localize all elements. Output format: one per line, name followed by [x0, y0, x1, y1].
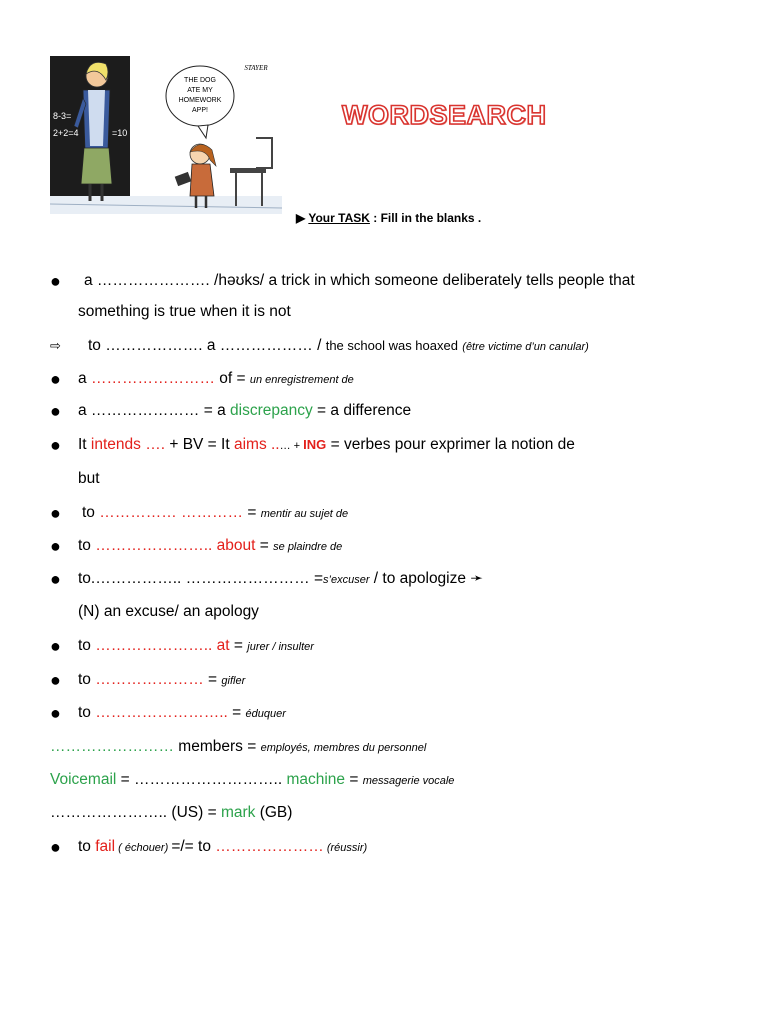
bullet-icon: ● [50, 536, 61, 556]
item-text: a [78, 370, 91, 387]
item-text: = [243, 504, 261, 521]
bubble-line-3: HOMEWORK [178, 97, 222, 104]
item-note: employés, membres du personnel [260, 742, 427, 754]
play-arrow-icon: ▶ [296, 211, 306, 225]
item-text: members = [174, 738, 261, 755]
item-text: = [255, 537, 274, 554]
item-text: (GB) [255, 804, 293, 821]
item-text: a …………………. /həʊks/ a trick in which someone deliberately tells people that [84, 272, 635, 289]
item-text: + BV = It [165, 436, 234, 453]
bubble-line-1: THE DOG [184, 77, 216, 84]
item-text: to [78, 671, 96, 688]
blank-dots: …………………… [90, 370, 215, 387]
board-text-3: =10 [112, 128, 128, 138]
item-text: = [229, 637, 248, 654]
item-text: something is true when it is not [78, 303, 291, 320]
item-text: … + [279, 440, 304, 452]
bullet-icon: ● [50, 670, 61, 690]
item-text: = ……………………….. [116, 771, 287, 788]
item-text: to [82, 504, 100, 521]
item-note: un enregistrement de [249, 374, 354, 386]
bullet-icon: ● [50, 503, 61, 523]
item-note: ( échouer) [115, 842, 172, 854]
item-note: jurer / insulter [247, 641, 314, 653]
item-text: the school was hoaxed [325, 338, 458, 353]
bullet-icon: ● [50, 636, 61, 656]
highlight-word: about [216, 537, 256, 554]
item-text: = [227, 704, 246, 721]
cartoon-illustration [50, 56, 282, 214]
item-note: (réussir) [323, 842, 368, 854]
item-text: to [78, 637, 96, 654]
blank-dots: ………………… [95, 671, 204, 688]
item-text: to [78, 704, 96, 721]
highlight-word: ING [303, 437, 327, 452]
item-text: (US) = [167, 804, 221, 821]
blank-dots: …………………… [50, 738, 174, 755]
item-text: = a difference [312, 402, 412, 419]
board-text-1: 8-3= [53, 111, 72, 121]
bullet-icon: ● [50, 435, 61, 455]
item-text: =/= to [171, 838, 216, 855]
item-text: to.…………….. …………………… = [78, 570, 324, 587]
bullet-icon: ● [50, 569, 61, 589]
highlight-word: at [216, 637, 230, 654]
item-note: éduquer [245, 708, 286, 720]
item-note: se plaindre de [273, 541, 343, 553]
item-text: = [345, 771, 363, 788]
page-title: WORDSEARCH [342, 100, 547, 130]
item-text: to ………………. a ……………… / [88, 337, 322, 354]
arrow-bullet-icon: ⇨ [50, 338, 61, 353]
item-text: a ………………… = a [78, 402, 231, 419]
item-text: (N) an excuse/ an apology [78, 603, 259, 620]
blank-dots: …………………….. [95, 704, 228, 721]
board-text-2: 2+2=4 [53, 128, 79, 138]
blank-dots: ………………….. [50, 804, 168, 821]
item-text: = verbes pour exprimer la notion de [326, 436, 575, 453]
task-label: Your TASK [308, 211, 370, 225]
highlight-word: machine [286, 771, 346, 788]
bullet-icon: ● [50, 369, 61, 389]
item-text: to [78, 838, 96, 855]
bullet-icon: ● [50, 703, 61, 723]
highlight-word: Voicemail [50, 771, 117, 788]
highlight-word: discrepancy [230, 402, 313, 419]
blank-dots: ………………….. [95, 537, 213, 554]
item-text: = [203, 671, 222, 688]
cartoon-signature: STAYER [244, 64, 268, 72]
item-note: gifler [221, 675, 246, 687]
item-note: mentir au sujet de [260, 508, 349, 520]
task-instruction [296, 211, 481, 225]
item-text: It [78, 436, 91, 453]
highlight-word: mark [220, 804, 256, 821]
bullet-icon: ● [50, 837, 61, 857]
bullet-icon: ● [50, 401, 61, 421]
item-text: to [78, 537, 96, 554]
item-note: messagerie vocale [362, 775, 455, 787]
highlight-word: aims .. [233, 436, 280, 453]
blank-dots: ………………… [215, 838, 324, 855]
bullet-icon: ● [50, 271, 61, 291]
highlight-word: intends …. [90, 436, 166, 453]
blank-dots: ………………….. [95, 637, 213, 654]
task-text: : Fill in the blanks . [369, 211, 482, 225]
item-note: s’excuser [323, 574, 370, 586]
item-text: of = [214, 370, 250, 387]
item-text: / to apologize ➛ [369, 570, 484, 587]
bubble-line-4: APP! [192, 107, 208, 114]
item-note: (être victime d’un canular) [462, 341, 589, 353]
highlight-word: fail [95, 838, 116, 855]
bubble-line-2: ATE MY [187, 87, 213, 94]
blank-dots: …………… ………… [99, 504, 244, 521]
item-text: but [78, 470, 100, 487]
